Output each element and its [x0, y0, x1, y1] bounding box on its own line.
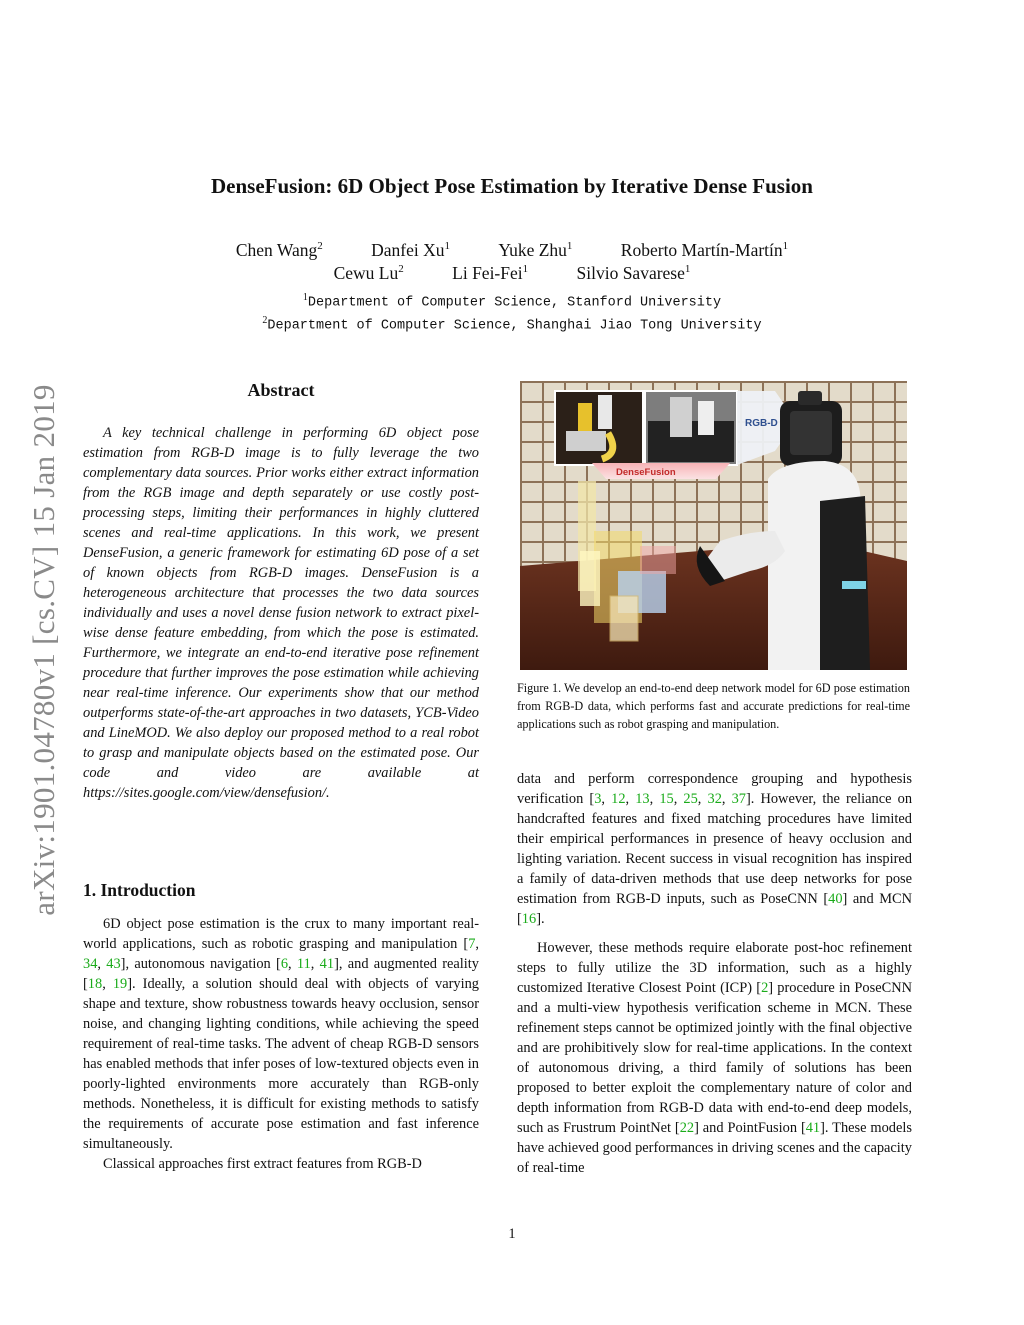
citation-link[interactable]: 22 [679, 1120, 695, 1136]
citation-link[interactable]: 37 [731, 791, 746, 807]
citation-link[interactable]: 19 [112, 976, 128, 992]
author: Chen Wang$^2$ [235, 240, 323, 260]
author: Silvio Savarese$^1$ [576, 263, 691, 283]
citation-link[interactable]: 15 [659, 791, 674, 807]
affiliation: $^2$Department of Computer Science, Shanghai Jiao Tong University [262, 315, 762, 334]
right-column-body [517, 769, 912, 1178]
citation-link[interactable]: 18 [87, 976, 103, 992]
rgbd-label: RGB-D [745, 418, 778, 429]
author-row-1 [0, 240, 1024, 261]
paper-title: DenseFusion: 6D Object Pose Estimation by Iterative Dense Fusion [211, 174, 813, 198]
page-number: 1 [508, 1226, 516, 1242]
paragraph: Classical approaches first extract features from RGB-D [103, 1156, 422, 1172]
citation-link[interactable]: 25 [683, 791, 698, 807]
citation-link[interactable]: 16 [521, 911, 537, 927]
author: Roberto Martín-Martín$^1$ [620, 240, 789, 260]
paragraph: However, these methods require elaborate post-hoc refinement steps to fully utilize the 3D information, such as a highly customized Iterative Closest Point (ICP) [2] procedure in PoseCNN and a multi-view hypothesis verification scheme in MCN. These refinement steps cannot be optimized jointly with the final objective and are prohibitively slow for real-time applications. In the context of autonomous driving, a third family of solutions has been proposed to better exploit the complementary nature of color and depth information from RGB-D data with end-to-end deep models, such as Frustrum PointNet [22] and PointFusion [41]. These models have achieved good performances in driving scenes and the capacity of real-time [517, 940, 912, 1176]
paragraph: 6D object pose estimation is the crux to many important real-world applications, such as robotic grasping and manipulation [7, 34, 43], autonomous navigation [6, 11, 41], and augmented reality [18, 19]. Ideally, a solution should deal with objects of varying shape and texture, show robustness towards heavy occlusion, sensor noise, and changing lighting conditions, while achieving the speed requirement of real-time tasks. The advent of cheap RGB-D sensors has enabled methods that infer poses of low-textured objects even in poorly-lighted environments more accurately than RGB-only methods. Nonetheless, it is difficult for existing methods to satisfy the requirements of accurate pose estimation and fast inference simultaneously. [83, 916, 479, 1152]
citation-link[interactable]: 41 [805, 1120, 821, 1136]
citation-link[interactable]: 6 [280, 956, 289, 972]
abstract-text: A key technical challenge in performing 6D object pose estimation from RGB-D image is to fully leverage the two complementary data sources. Prior works either extract information from the RGB image and depth separately or use costly post-processing steps, limiting their performances in highly cluttered scenes and real-time applications. In this work, we present DenseFusion, a generic framework for estimating 6D pose of a set of known objects from RGB-D images. DenseFusion is a heterogeneous architecture that processes the two data sources individually and uses a novel dense fusion network to extract pixel-wise dense feature embedding, from which the pose is estimated. Furthermore, we integrate an end-to-end iterative pose refinement procedure that further improves the pose estimation while achieving near real-time inference. Our experiments show that our method outperforms state-of-the-art approaches in two datasets, YCB-Video and LineMOD. We also deploy our proposed method to a real robot to grasp and manipulate objects based on the estimated pose. Our code and video are available at https://sites.google.com/view/densefusion/. [83, 425, 479, 801]
citation-link[interactable]: 43 [106, 956, 121, 972]
citation-link[interactable]: 40 [828, 891, 843, 907]
section-heading-introduction: 1. Introduction [83, 880, 196, 900]
citation-link[interactable]: 7 [468, 936, 476, 952]
citation-link[interactable]: 3 [594, 791, 602, 807]
citation-link[interactable]: 34 [83, 956, 98, 972]
densefusion-label: DenseFusion [616, 467, 676, 478]
author-row-2 [0, 263, 1024, 284]
citation-link[interactable]: 41 [319, 956, 335, 972]
author: Cewu Lu$^2$ [333, 263, 404, 283]
citation-link[interactable]: 13 [635, 791, 650, 807]
introduction-body [83, 914, 479, 1174]
affiliation: $^1$Department of Computer Science, Stanford University [302, 292, 722, 311]
arxiv-stamp: arXiv:1901.04780v1 [cs.CV] 15 Jan 2019 [26, 384, 61, 916]
figure-1-image [520, 381, 907, 670]
abstract-heading: Abstract [247, 380, 315, 400]
citation-link[interactable]: 12 [611, 791, 626, 807]
citation-link[interactable]: 32 [707, 791, 722, 807]
author: Yuke Zhu$^1$ [498, 240, 573, 260]
figure-caption: Figure 1. We develop an end-to-end deep network model for 6D pose estimation from RGB-D data, which performs fast and accurate predictions for real-time applications such as robot grasping and manipulation. [517, 681, 910, 731]
paragraph: data and perform correspondence grouping and hypothesis verification [3, 12, 13, 15, 25, 32, 37]. However, the reliance on handcrafted features and fixed matching procedures have limited their empirical performances in presence of heavy occlusion and lighting variation. Recent success in visual recognition has inspired a family of data-driven methods that use deep networks for pose estimation from RGB-D inputs, such as PoseCNN [40] and MCN [16]. [517, 771, 913, 927]
citation-link[interactable]: 2 [761, 980, 769, 996]
citation-link[interactable]: 11 [296, 956, 311, 972]
author: Danfei Xu$^1$ [371, 240, 451, 260]
author: Li Fei-Fei$^1$ [452, 263, 529, 283]
